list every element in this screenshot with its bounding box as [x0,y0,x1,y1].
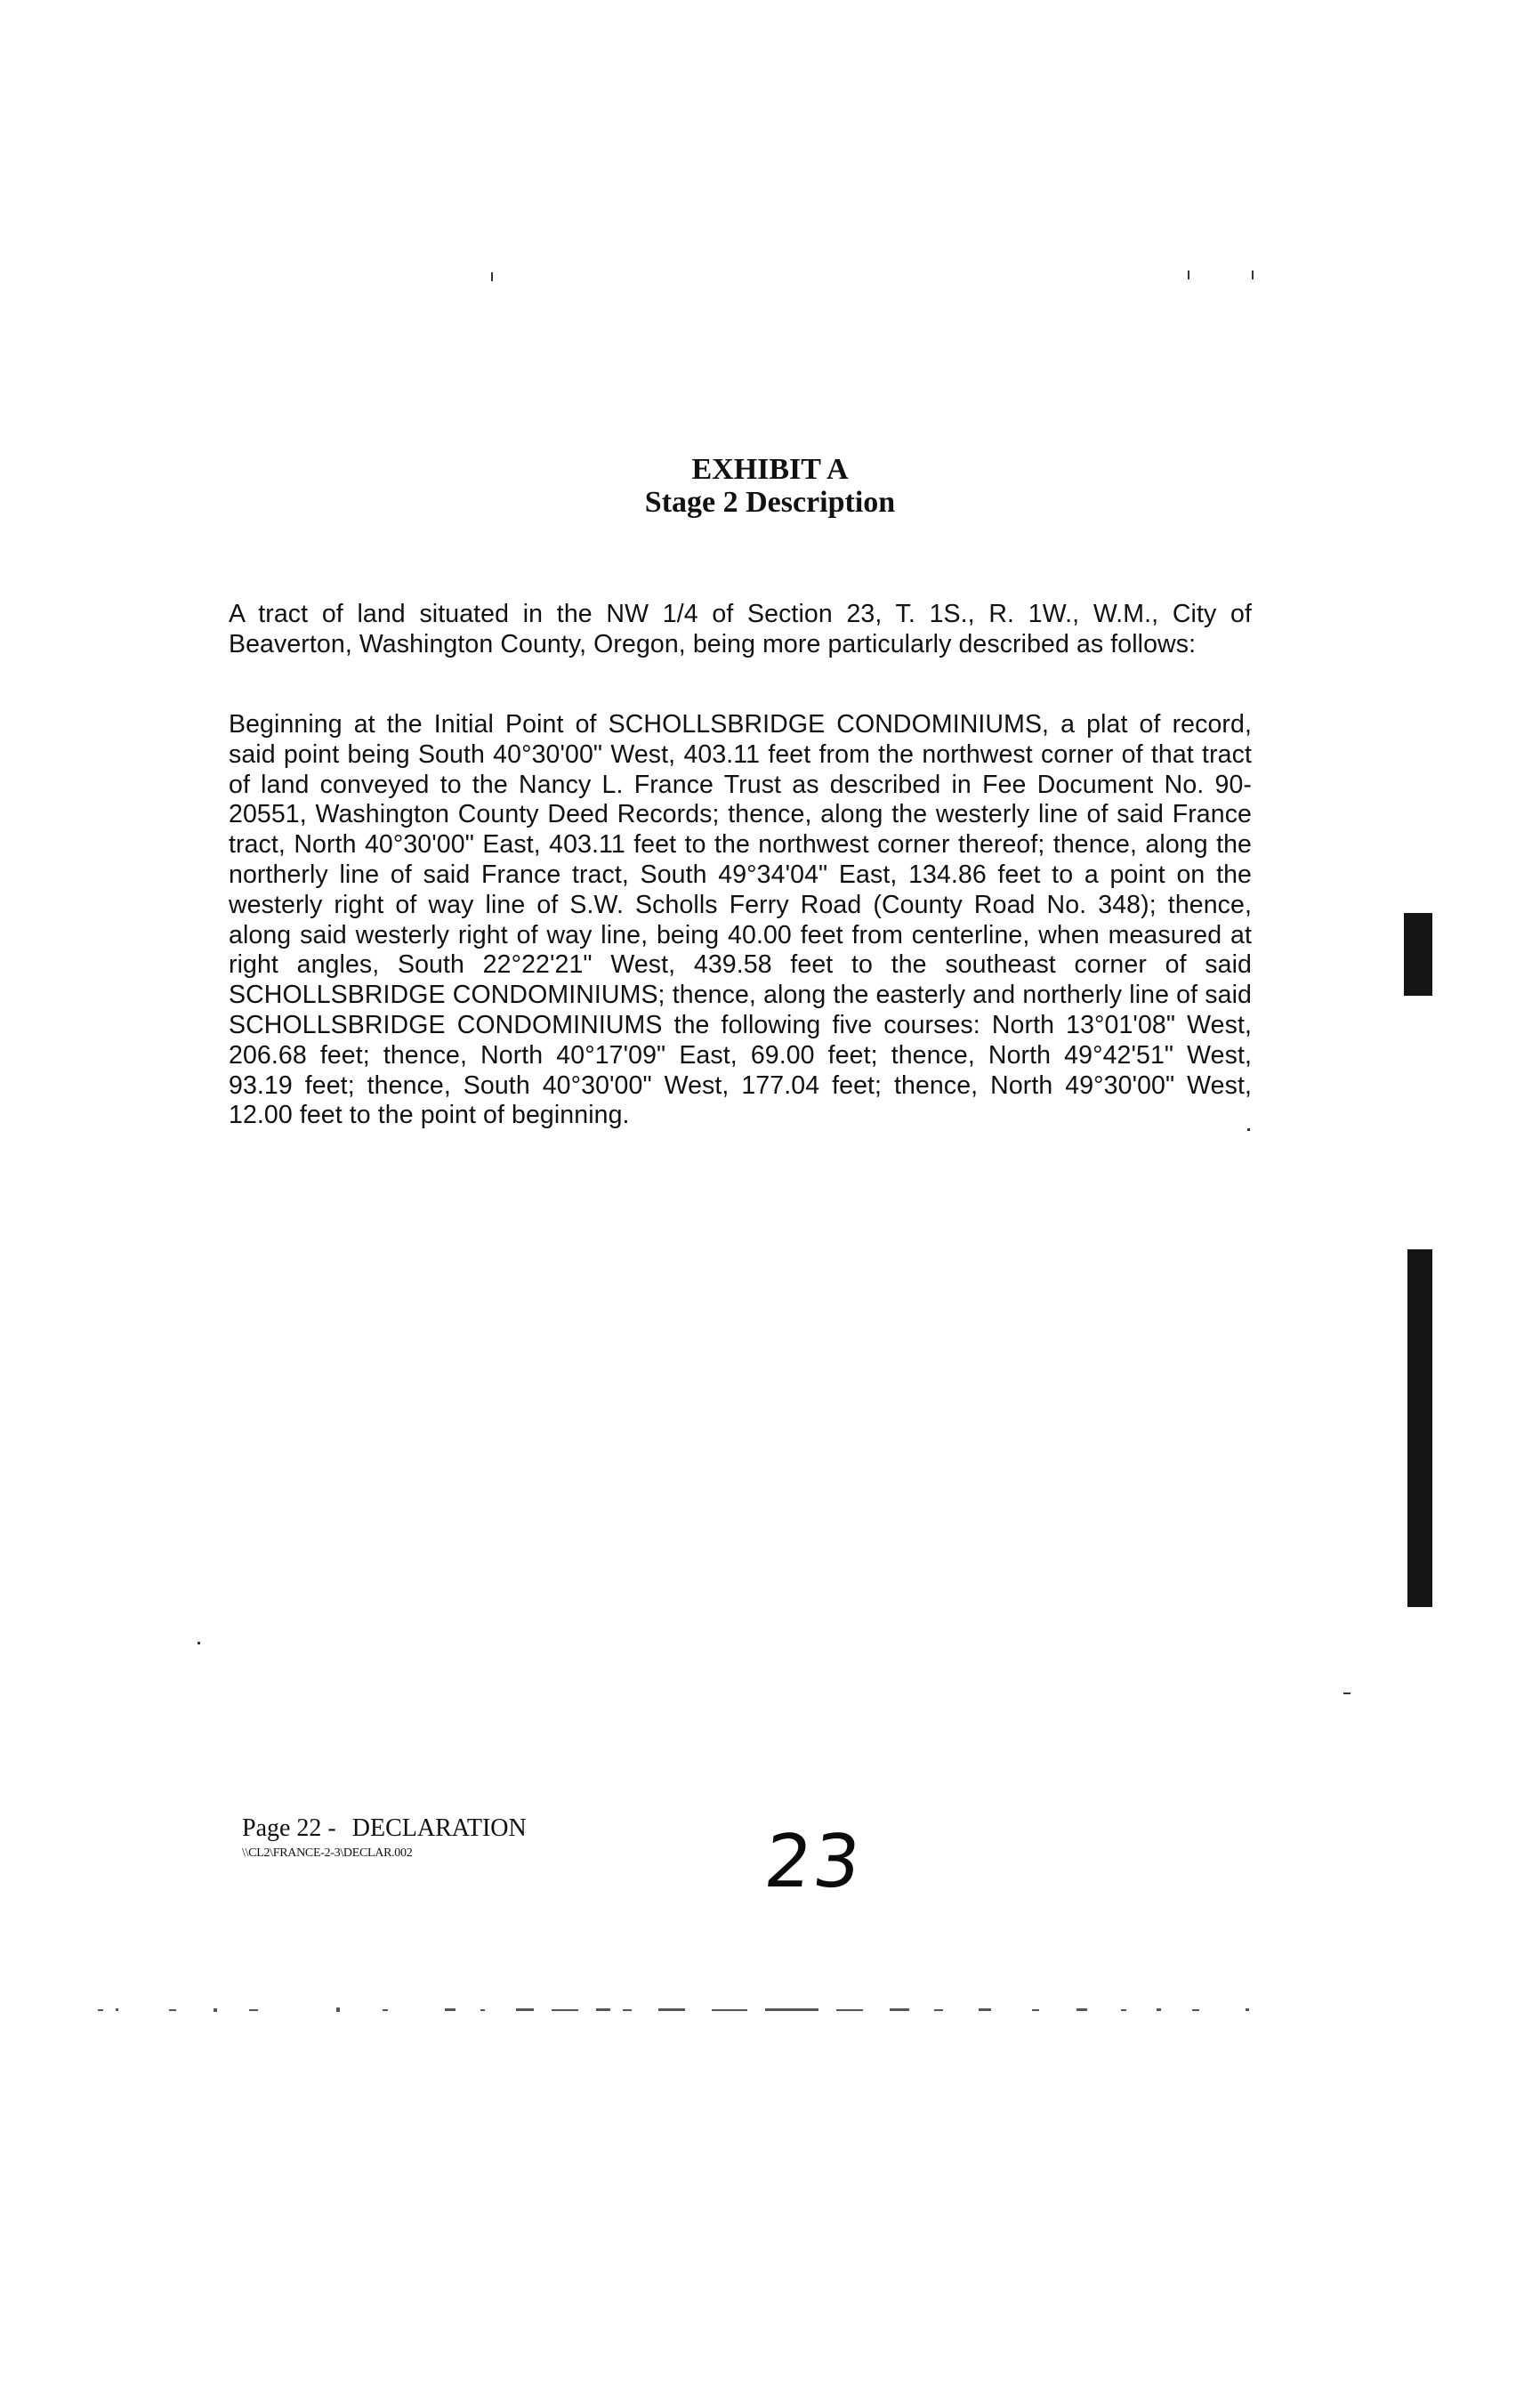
scan-speck [1188,271,1189,279]
scan-noise-line [89,2005,1290,2015]
scan-speck [1247,1128,1250,1131]
scan-speck [198,1642,200,1644]
scan-speck [1343,1692,1351,1694]
page-number-label: Page 22 - [242,1814,336,1842]
scan-margin-mark [1407,1249,1432,1607]
exhibit-subtitle: Stage 2 Description [644,486,896,519]
scan-margin-mark [1404,913,1432,996]
scan-speck [491,272,493,281]
intro-paragraph: A tract of land situated in the NW 1/4 of Section 23, T. 1S., R. 1W., W.M., City of Beaverton, Washington County, Oregon, being more particularly described as follows: [229,600,1252,658]
document-name: DECLARATION [351,1814,527,1842]
scan-speck [1252,271,1254,279]
legal-description-paragraph: Beginning at the Initial Point of SCHOLLSBRIDGE CONDOMINIUMS, a plat of record, said point being South 40°30'00" West, 403.11 feet from the northwest corner of that tract of land conveyed to the Nancy L. France Trust as described in Fee Document No. 90-20551, Washington County Deed Records; thence, along the westerly line of said France tract, North 40°30'00" East, 403.11 feet to the northwest corner thereof; thence, along the northerly line of said France tract, South 49°34'04" East, 134.86 feet to a point on the westerly right of way line of S.W. Scholls Ferry Road (County Road No. 348); thence, along said westerly right of way line, being 40.00 feet from centerline, when measured at right angles, South 22°22'21" West, 439.58 feet to the southeast corner of said SCHOLLSBRIDGE CONDOMINIUMS; thence, along the easterly and northerly line of said SCHOLLSBRIDGE CONDOMINIUMS the following five courses: North 13°01'08" West, 206.68 feet; thence, North 40°17'09" East, 69.00 feet; thence, North 49°42'51" West, 93.19 feet; thence, South 40°30'00" West, 177.04 feet; thence, North 49°30'00" West, 12.00 feet to the point of beginning. [229,710,1252,1130]
handwritten-page-number: 23 [761,1820,867,1904]
exhibit-title: EXHIBIT A [691,453,849,486]
file-path: \\CL2\FRANCE-2-3\DECLAR.002 [242,1846,413,1860]
page-footer [242,1814,543,1844]
